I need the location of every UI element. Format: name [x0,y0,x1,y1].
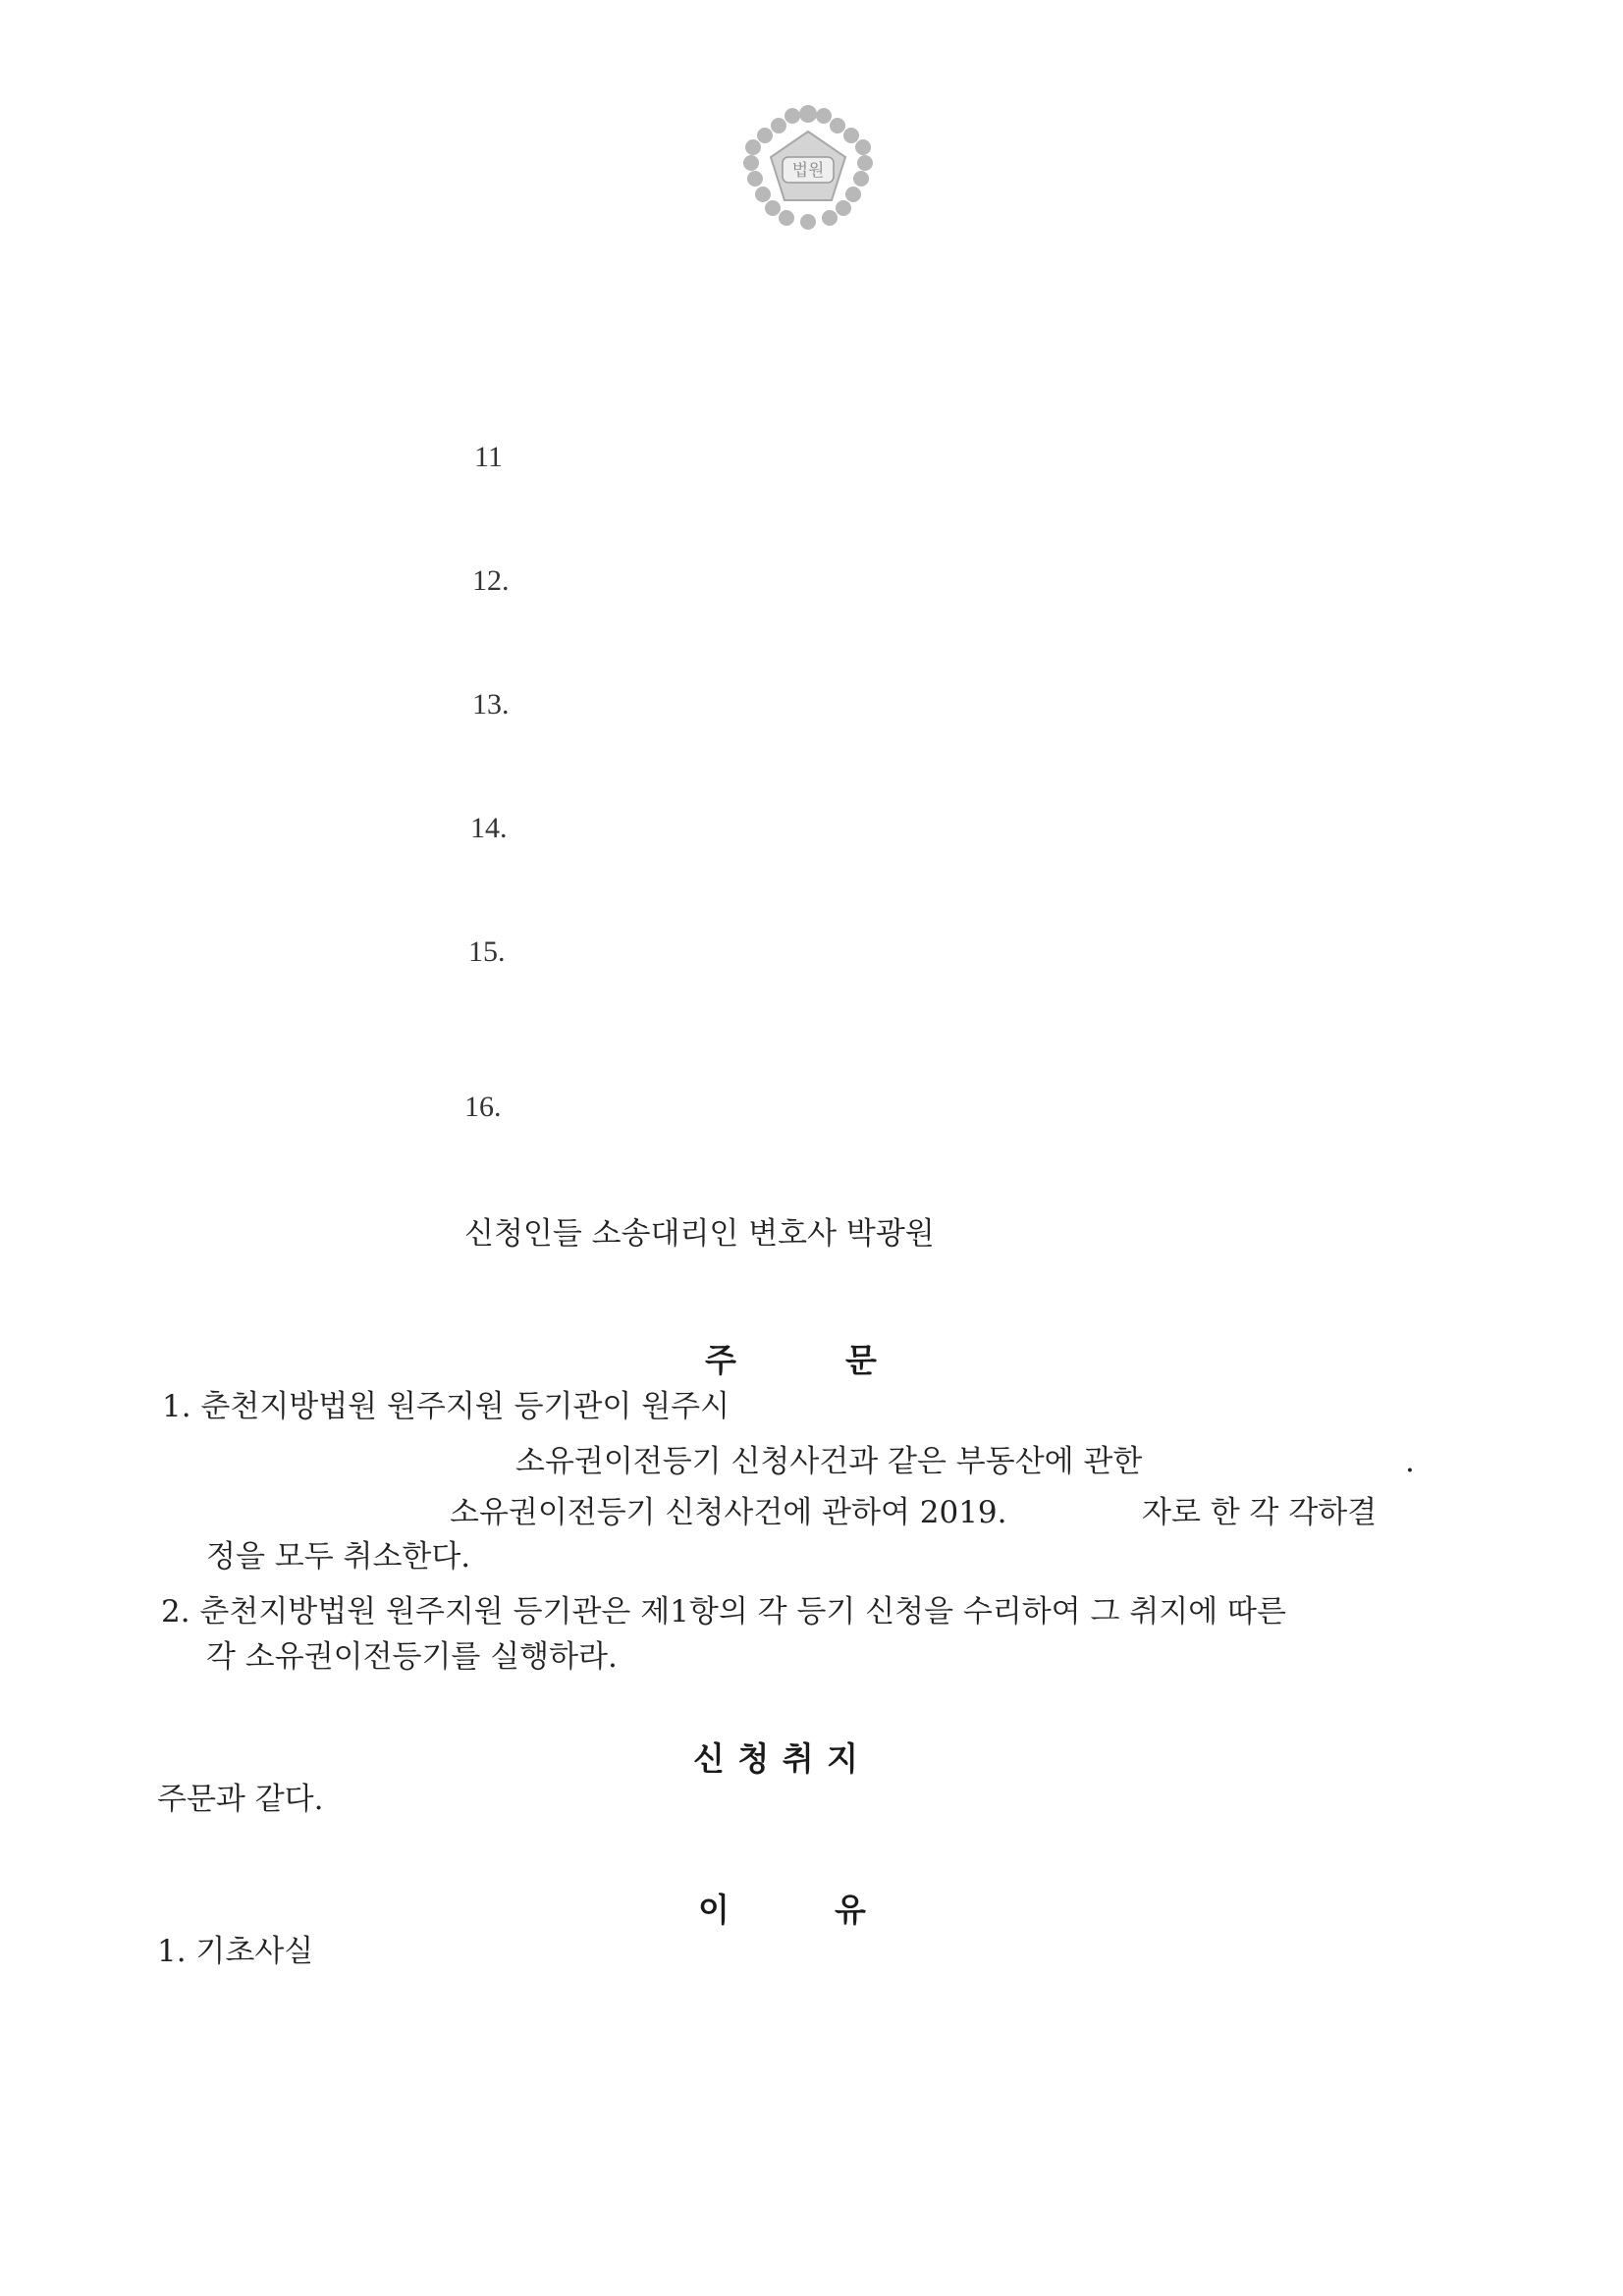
party-number: 14. [470,812,508,844]
party-number: 16. [464,1091,502,1123]
seal-label: 법원 [791,161,825,181]
disposition-heading-right: 문 [845,1341,877,1379]
disposition-item-1-line-4: 정을 모두 취소한다. [206,1539,471,1575]
disposition-item-1-line-3b: 자로 한 각 각하결 [1142,1495,1378,1530]
disposition-item-1-line-2: 소유권이전등기 신청사건과 같은 부동산에 관한 [515,1444,1143,1479]
party-number: 15. [468,935,506,968]
disposition-item-1-line-3a: 소유권이전등기 신청사건에 관하여 2019. [450,1495,1007,1530]
purpose-heading: 신 청 취 지 [693,1739,859,1778]
disposition-item-1-line-1: 1. 춘천지방법원 원주지원 등기관이 원주시 [162,1389,730,1424]
purpose-text: 주문과 같다. [157,1782,324,1817]
disposition-item-2-line-1: 2. 춘천지방법원 원주지원 등기관은 제1항의 각 등기 신청을 수리하여 그 취지에 따른 [161,1594,1286,1629]
disposition-item-1-line-2-end: . [1405,1444,1415,1479]
reasons-heading-right: 유 [835,1891,866,1929]
reasons-heading-left: 이 [698,1891,730,1929]
party-number: 11 [474,441,503,473]
party-number: 12. [472,564,510,597]
reasons-item-1: 1. 기초사실 [157,1934,314,1969]
disposition-item-2-line-2: 각 소유권이전등기를 실행하라. [206,1639,618,1675]
attorney-line: 신청인들 소송대리인 변호사 박광원 [464,1216,935,1252]
court-seal-logo [730,96,887,253]
disposition-heading-left: 주 [705,1341,736,1379]
party-number: 13. [472,688,510,721]
